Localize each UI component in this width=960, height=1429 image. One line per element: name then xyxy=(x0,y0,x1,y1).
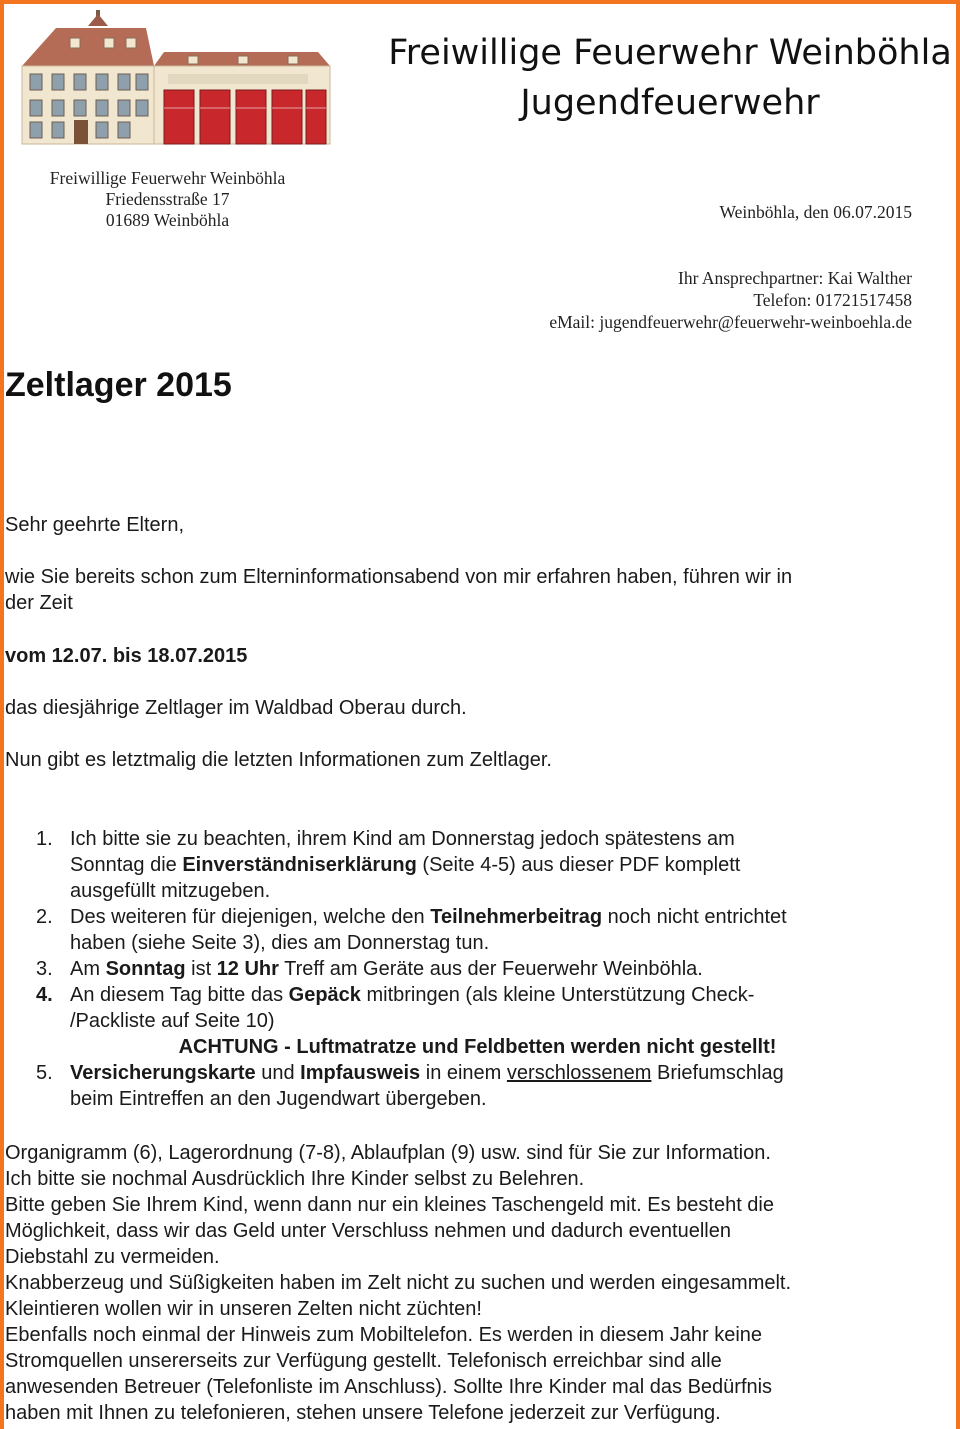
closing-line: Organigramm (6), Lagerordnung (7-8), Ablaufplan (9) usw. sind für Sie zur Information. xyxy=(5,1142,771,1164)
list-item xyxy=(5,826,905,904)
closing-line: haben mit Ihnen zu telefonieren, stehen unsere Telefone jederzeit zur Verfügung. xyxy=(5,1402,721,1424)
page-title: Zeltlager 2015 xyxy=(5,366,232,404)
closing-line: Möglichkeit, dass wir das Geld unter Verschluss nehmen und dadurch eventuellen xyxy=(5,1220,731,1242)
contact-phone: Telefon: 01721517458 xyxy=(753,290,912,310)
sender-city: 01689 Weinböhla xyxy=(105,210,230,230)
closing-line: Ebenfalls noch einmal der Hinweis zum Mobiltelefon. Es werden in diesem Jahr keine xyxy=(5,1324,763,1346)
sender-name: Freiwillige Feuerwehr Weinböhla xyxy=(49,168,286,188)
list-number: 3. xyxy=(36,958,53,980)
list-number: 5. xyxy=(36,1062,53,1084)
sender-street: Friedensstraße 17 xyxy=(105,189,230,209)
instruction-list xyxy=(5,826,905,1112)
sender-address xyxy=(20,168,315,231)
list-text: Versicherungskarte und Impfausweis in einem verschlossenem Briefumschlag xyxy=(70,1062,784,1084)
closing-line: Ich bitte sie nochmal Ausdrücklich Ihre Kinder selbst zu Belehren. xyxy=(5,1168,585,1190)
list-text: haben (siehe Seite 3), dies am Donnerstag tun. xyxy=(70,932,490,954)
list-text: Ich bitte sie zu beachten, ihrem Kind am Donnerstag jedoch spätestens am xyxy=(70,828,735,850)
warning-notice: ACHTUNG - Luftmatratze und Feldbetten werden nicht gestellt! xyxy=(178,1036,777,1058)
list-number: 2. xyxy=(36,906,53,928)
intro-line-2: der Zeit xyxy=(5,592,73,614)
title-line-1: Freiwillige Feuerwehr Weinböhla xyxy=(388,33,952,73)
list-item xyxy=(5,956,905,982)
camp-location: das diesjährige Zeltlager im Waldbad Oberau durch. xyxy=(5,697,467,719)
contact-email: eMail: jugendfeuerwehr@feuerwehr-weinboehla.de xyxy=(549,312,912,332)
list-text: /Packliste auf Seite 10) xyxy=(70,1010,275,1032)
letterhead-title xyxy=(370,28,960,128)
title-line-2: Jugendfeuerwehr xyxy=(520,83,820,123)
contact-block xyxy=(549,267,912,333)
info-intro: Nun gibt es letztmalig die letzten Informationen zum Zeltlager. xyxy=(5,749,552,771)
list-number: 1. xyxy=(36,828,53,850)
list-item xyxy=(5,904,905,956)
list-item xyxy=(5,982,905,1060)
list-text: Am Sonntag ist 12 Uhr Treff am Geräte aus der Feuerwehr Weinböhla. xyxy=(70,958,703,980)
list-text: An diesem Tag bitte das Gepäck mitbringen (als kleine Unterstützung Check- xyxy=(70,984,755,1006)
camp-dates: vom 12.07. bis 18.07.2015 xyxy=(5,645,248,667)
fire-station-logo xyxy=(18,8,333,146)
closing-line: Kleintieren wollen wir in unseren Zelten nicht züchten! xyxy=(5,1298,482,1320)
list-number: 4. xyxy=(36,984,53,1006)
closing-paragraph xyxy=(5,1140,925,1426)
closing-line: Stromquellen unsererseits zur Verfügung gestellt. Telefonisch erreichbar sind alle xyxy=(5,1350,722,1372)
list-text: ausgefüllt mitzugeben. xyxy=(70,880,271,902)
closing-line: anwesenden Betreuer (Telefonliste im Anschluss). Sollte Ihre Kinder mal das Bedürfnis xyxy=(5,1376,773,1398)
list-text: Des weiteren für diejenigen, welche den Teilnehmerbeitrag noch nicht entrichtet xyxy=(70,906,787,928)
list-item xyxy=(5,1060,905,1112)
letter-date: Weinböhla, den 06.07.2015 xyxy=(719,202,912,222)
contact-person: Ihr Ansprechpartner: Kai Walther xyxy=(678,268,912,288)
salutation: Sehr geehrte Eltern, xyxy=(5,514,184,536)
intro-line-1: wie Sie bereits schon zum Elterninformationsabend von mir erfahren haben, führen wir in xyxy=(5,566,793,588)
closing-line: Knabberzeug und Süßigkeiten haben im Zelt nicht zu suchen und werden eingesammelt. xyxy=(5,1272,792,1294)
closing-line: Bitte geben Sie Ihrem Kind, wenn dann nur ein kleines Taschengeld mit. Es besteht die xyxy=(5,1194,774,1216)
closing-line: Diebstahl zu vermeiden. xyxy=(5,1246,220,1268)
intro-paragraph xyxy=(5,564,792,616)
list-text: Sonntag die Einverständniserklärung (Seite 4-5) aus dieser PDF komplett xyxy=(70,854,741,876)
list-text: beim Eintreffen an den Jugendwart übergeben. xyxy=(70,1088,487,1110)
